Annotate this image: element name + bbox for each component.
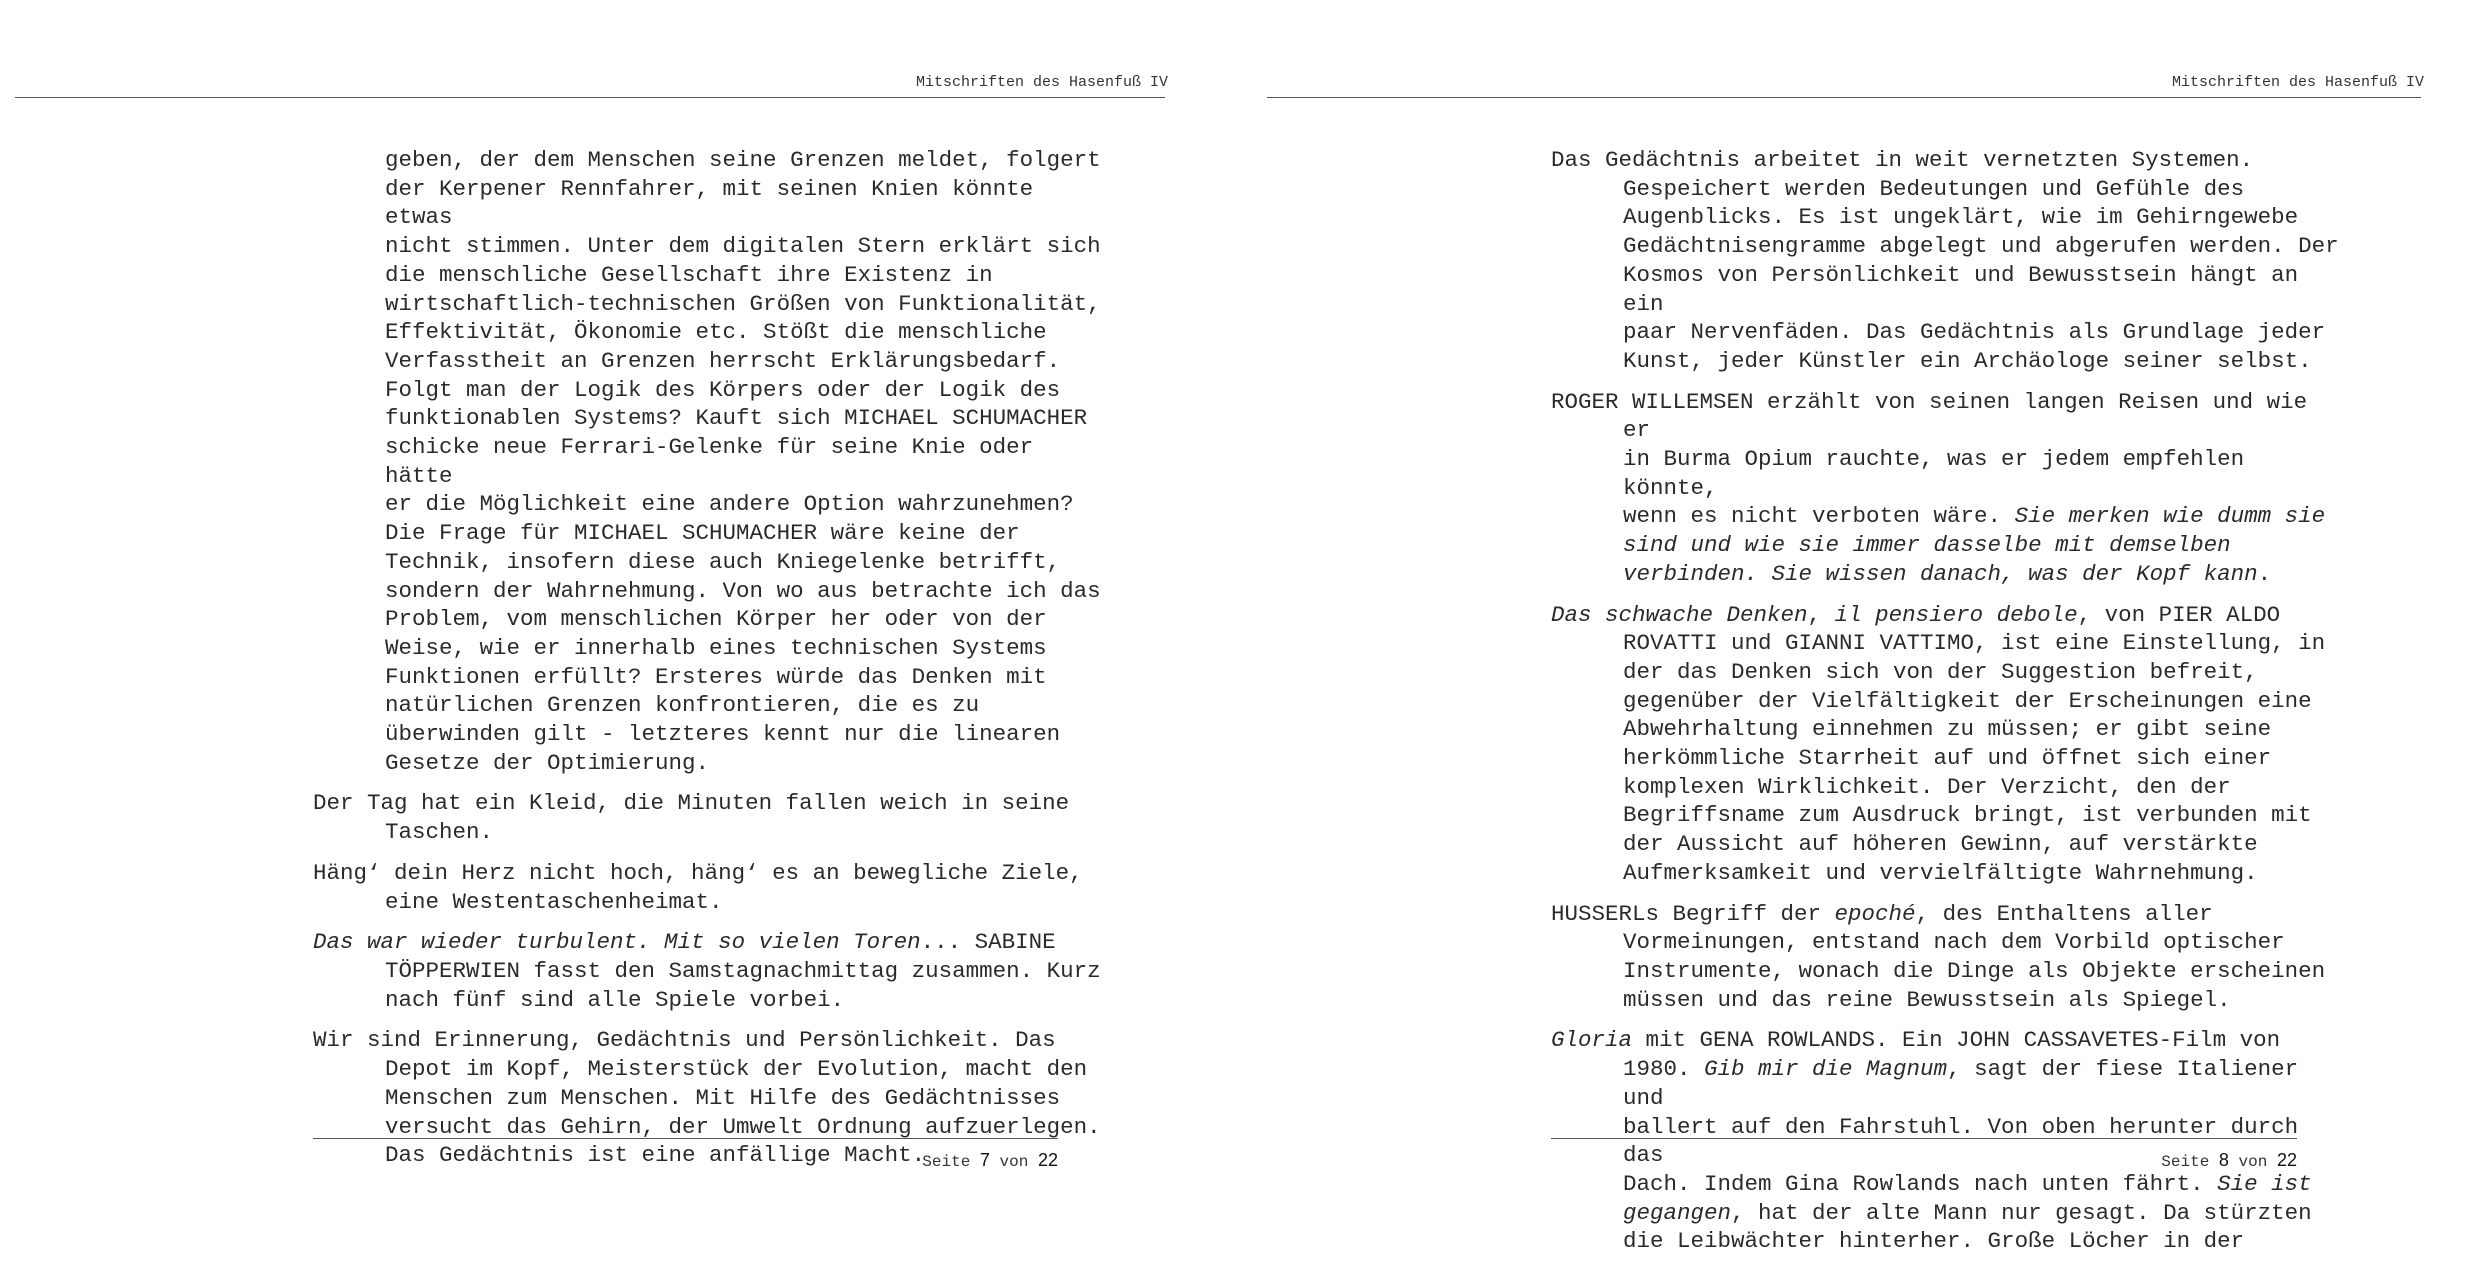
text-run: Häng‘ dein Herz nicht hoch, häng‘ es an bewegliche Ziele, eine Westentaschenheimat. [313,859,1083,915]
footer-label-von: von [999,1153,1029,1171]
running-head: Mitschriften des Hasenfuß IV [2171,74,2424,91]
footer-rule [313,1138,1058,1139]
paragraph [313,789,1103,846]
paragraph [1551,388,2341,589]
page-total: 22 [1037,1150,1058,1170]
text-run: , sagt der fiese Italiener und ballert auf den Fahrstuhl. Von oben herunter durch das Dach. Indem Gina Rowlands nach unten fährt. [1623,1056,2299,1197]
text-run: ROGER WILLEMSEN erzählt von seinen langen Reisen und wie er in Burma Opium rauchte, was er jedem empfehlen könnte, wenn es nicht verboten wäre. [1551,388,2308,530]
text-run: geben, der dem Menschen seine Grenzen meldet, folgert der Kerpener Rennfahrer, mit seinen Knien könnte etwas nicht stimmen. Unter dem digitalen Stern erklärt sich die menschliche Gesellschaft ihre Existenz in wirtschaftlich-technischen Größen von Funktionalität, Effektivität, Ökonomie etc. Stößt die menschliche Verfasstheit an Grenzen herrscht Erklärungsbedarf. Folgt man der Logik des Körpers oder der Logik des funktionablen Systems? Kauft sich MICHAEL SCHUMACHER schicke neue Ferrari-Gelenke für seine Knie oder hätte er die Möglichkeit eine andere Option wahrzunehmen? Die Frage für MICHAEL SCHUMACHER wäre keine der Technik, insofern diese auch Kniegelenke betrifft, sondern der Wahrnehmung. Von wo aus betrachte ich das Problem, vom menschlichen Körper her oder von der Weise, wie er innerhalb eines technischen Systems Funktionen erfüllt? Ersteres würde das Denken mit natürlichen Grenzen konfrontieren, die es zu überwinden gilt - letzteres kennt nur die linearen Gesetze der Optimierung. [385,147,1101,776]
text-run: Der Tag hat ein Kleid, die Minuten fallen weich in seine Taschen. [313,790,1070,846]
footer-label-von: von [2238,1153,2268,1171]
paragraph [1551,146,2341,376]
italic-run: Das schwache Denken [1551,601,1808,628]
text-run: , von PIER ALDO ROVATTI und GIANNI VATTIMO, ist eine Einstellung, in der das Denken sich von der Suggestion befreit, gegenüber der Vielfältigkeit der Erscheinungen eine Abwehrhaltung einnehmen zu müssen; er gibt seine herkömmliche Starrheit auf und öffnet sich einer komplexen Wirklichkeit. Der Verzicht, den der Begriffsname zum Ausdruck bringt, ist verbunden mit der Aussicht auf höheren Gewinn, auf verstärkte Aufmerksamkeit und vervielfältigte Wahrnehmung. [1623,601,2326,886]
paragraph [313,1026,1103,1170]
right-page [1240,0,2480,1255]
left-page [0,0,1240,1240]
paragraph [1551,601,2341,888]
page-number: 8 [2218,1150,2229,1170]
italic-run: Gib mir die Magnum [1704,1056,1948,1083]
paragraph [1551,1026,2341,1256]
page-body [313,146,1103,1182]
text-run: ... SABINE TÖPPERWIEN fasst den Samstagnachmittag zusammen. Kurz nach fünf sind alle Spiele vorbei. [385,929,1101,1013]
text-run: Das Gedächtnis arbeitet in weit vernetzten Systemen. Gespeichert werden Bedeutungen und Gefühle des Augenblicks. Es ist ungeklärt, wie im Gehirngewebe Gedächtnisengramme abgelegt und abgerufen werden. Der Kosmos von Persönlichkeit und Bewusstsein hängt an ein paar Nervenfäden. Das Gedächtnis als Grundlage jeder Kunst, jeder Künstler ein Archäologe seiner selbst. [1551,147,2339,374]
text-run: HUSSERLs Begriff der [1551,900,1835,927]
text-run: Wir sind Erinnerung, Gedächtnis und Persönlichkeit. Das Depot im Kopf, Meisterstück der Evolution, macht den Menschen zum Menschen. Mit Hilfe des Gedächtnisses versucht das Gehirn, der Umwelt Ordnung aufzuerlegen. Das Gedächtnis ist eine anfällige Macht. [313,1027,1101,1169]
header-rule [15,97,1165,98]
page-number: 7 [979,1150,990,1170]
italic-run: il pensiero debole [1834,601,2078,628]
text-run: . [2257,560,2272,587]
paragraph [313,859,1103,916]
italic-run: Gloria [1551,1027,1633,1054]
text-run: mit GENA ROWLANDS. Ein JOHN CASSAVETES-Film von 1980. [1623,1027,2281,1083]
paragraph [313,928,1103,1014]
text-run: , hat der alte Mann nur gesagt. Da stürzten die Leibwächter hinterher. Große Löcher in der [1623,1199,2312,1255]
footer-label-seite: Seite [2161,1153,2210,1171]
footer-label-seite: Seite [922,1153,971,1171]
italic-run: Das war wieder turbulent. Mit so vielen Toren [313,929,921,956]
paragraph [1551,900,2341,1015]
italic-run: epoché [1834,900,1916,927]
text-run: , [1807,601,1835,628]
text-run: , des Enthaltens aller Vormeinungen, entstand nach dem Vorbild optischer Instrumente, wonach die Dinge als Objekte erscheinen müssen und das reine Bewusstsein als Spiegel. [1623,900,2326,1013]
footer-rule [1551,1138,2297,1139]
page-body [1551,146,2341,1268]
paragraph [313,146,1103,777]
running-head: Mitschriften des Hasenfuß IV [915,74,1168,91]
italic-run: Sie merken wie dumm sie sind und wie sie immer dasselbe mit demselben verbinden. Sie wissen danach, was der Kopf kann [1623,503,2326,587]
page-total: 22 [2276,1150,2297,1170]
page-footer [922,1150,1058,1171]
page-footer [2161,1150,2297,1171]
italic-run: Sie ist gegangen [1623,1170,2312,1226]
header-rule [1267,97,2421,98]
